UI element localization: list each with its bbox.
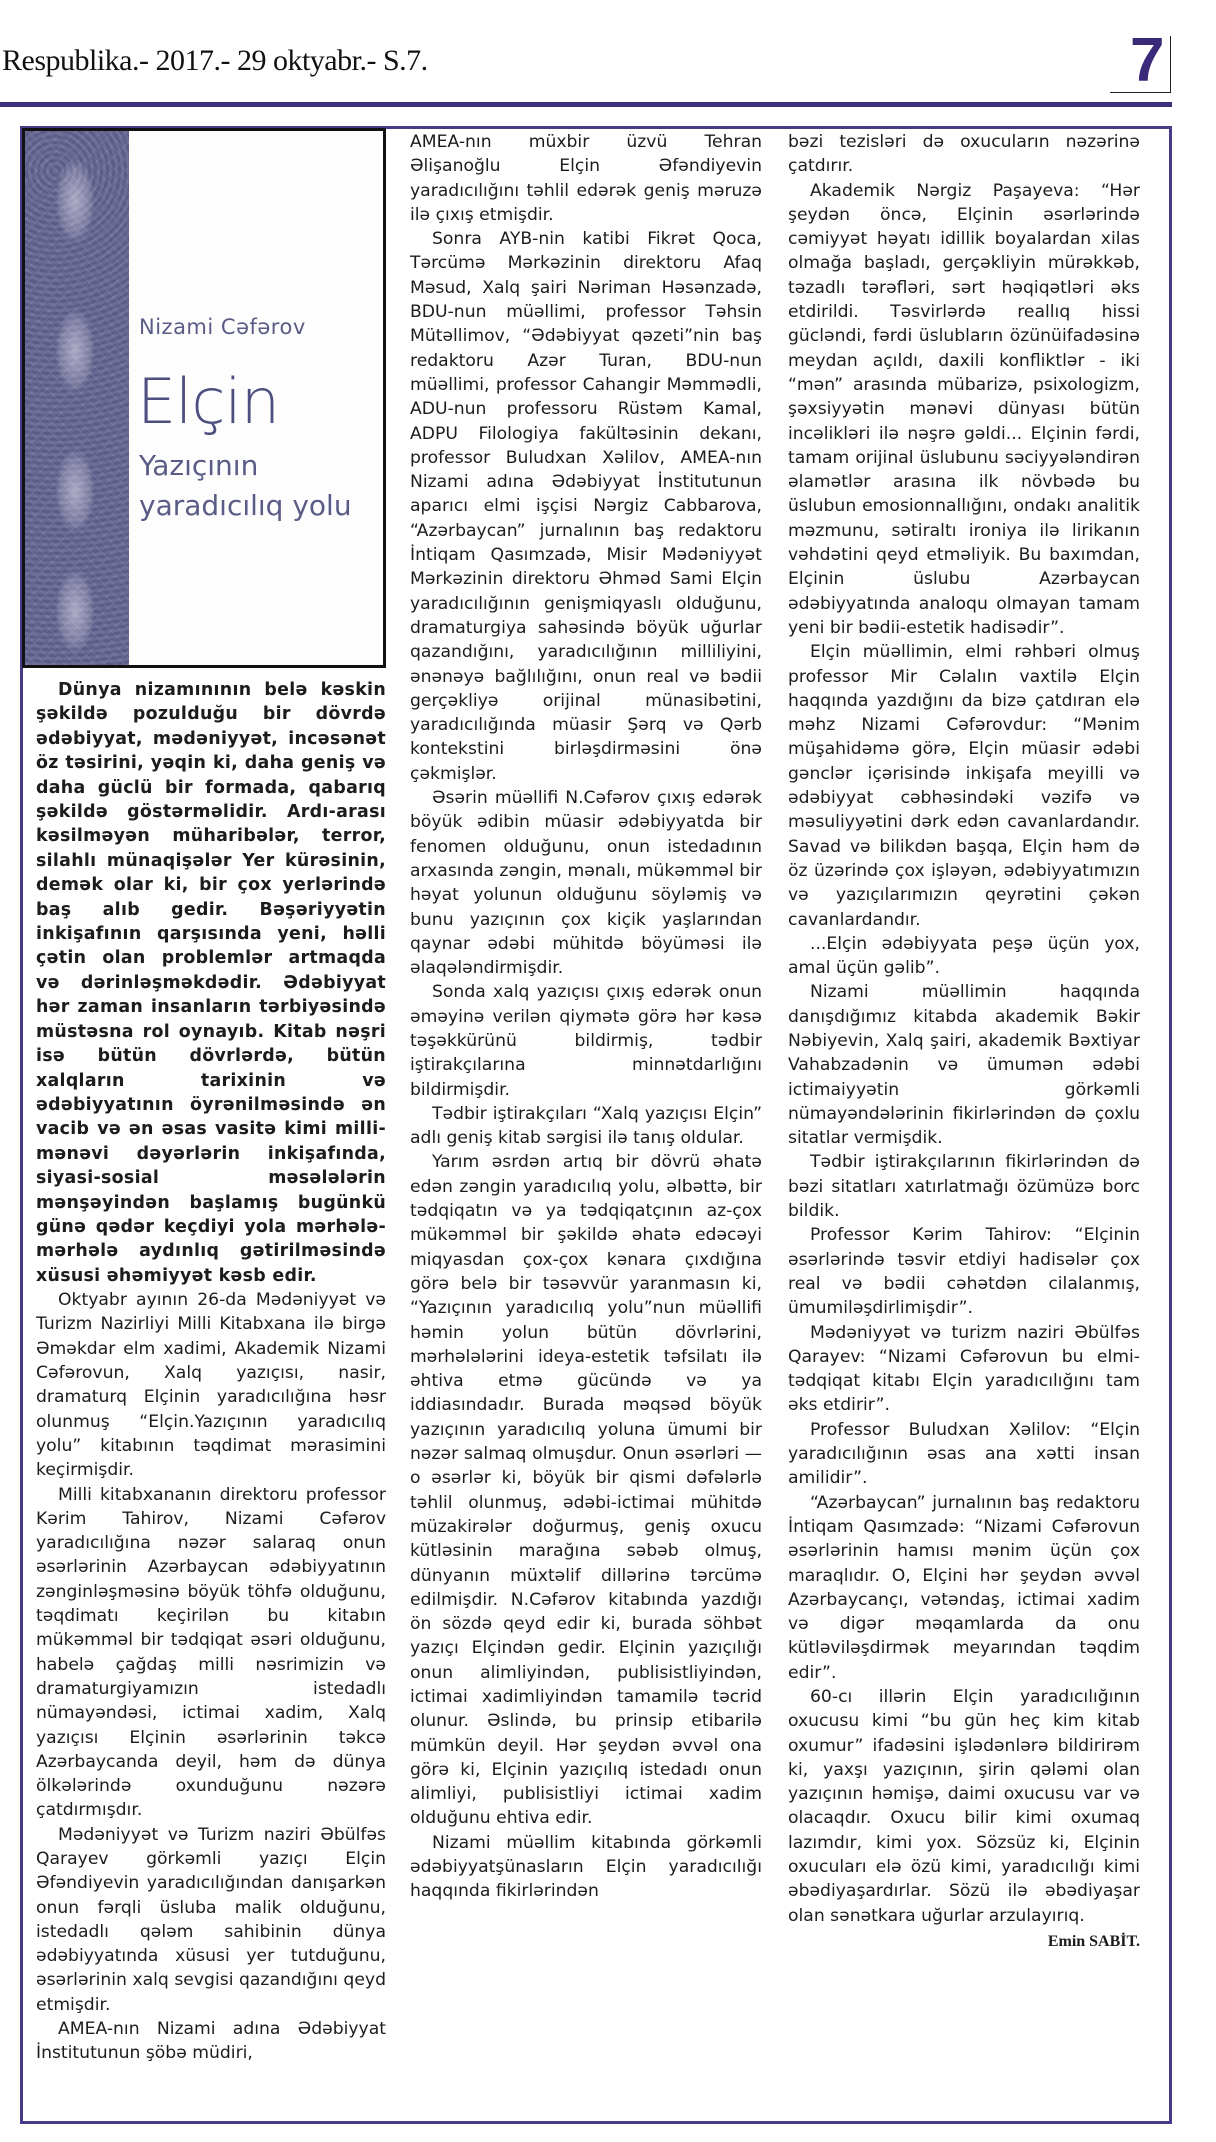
paragraph: bəzi tezisləri də oxucuların nəzərinə çatdırır.: [788, 132, 1140, 177]
paragraph: Mədəniyyət və turizm naziri Əbülfəs Qarayev: “Nizami Cəfərovun bu elmi-tədqiqat kitabı Elçin yaradıcılığını tam əks etdirir”.: [788, 1322, 1140, 1416]
paragraph: Tədbir iştirakçıları “Xalq yazıçısı Elçin” adlı geniş kitab sərgisi ilə tanış oldular.: [410, 1103, 762, 1149]
paragraph: “Azərbaycan” jurnalının baş redaktoru İntiqam Qasımzadə: “Nizami Cəfərovun əsərlərinin hamısı mənim üçün çox maraqlıdır. O, Elçini hər şeydən əvvəl Azərbaycançı, vətəndaş, ictimai xadim və digər məqamlarda da onu kütləviləşdirmək meyarından təqdim edir”.: [788, 1492, 1140, 1683]
masthead: [0, 0, 1216, 108]
column-1: [36, 678, 386, 2066]
paragraph: Professor Kərim Tahirov: “Elçinin əsərlərində təsvir etdiyi hadisələr çox real və bədii cəhətdən cilalanmış, ümumiləşdirlimişdir”.: [788, 1225, 1140, 1319]
paragraph: Əsərin müəllifi N.Cəfərov çıxış edərək böyük ədibin müasir ədəbiyyatda bir fenomen olduğunu, onun istedadının arxasında zəngin, mənalı, mükəmməl bir həyat yolunun olduğunu söyləmiş və bunu yazıçının çox kiçik yaşlarından qaynar ədəbi mühitdə böyüməsi ilə əlaqələndirmişdir.: [410, 788, 762, 979]
paragraph: AMEA-nın Nizami adına Ədəbiyyat İnstitutunun şöbə müdiri,: [36, 2019, 386, 2064]
lead-paragraph: Dünya nizamınının belə kəskin şəkildə pozulduğu bir dövrdə ədəbiyyat, mədəniyyət, incəsənət öz təsirini, yəqin ki, daha geniş və daha güclü bir formada, qabarıq şəkildə göstərməlidir. Ardı-arası kəsilməyən müharibələr, terror, silahlı münaqişələr Yer kürəsinin, demək olar ki, bir çox yerlərində baş alıb gedir. Bəşəriyyətin inkişafının qarşısında yeni, həlli çətin olan problemlər artmaqda və dərinləşməkdədir. Ədəbiyyat hər zaman insanların tərbiyəsində müstəsna rol oynayıb. Kitab nəşri isə bütün dövrlərdə, bütün xalqların tarixinin və ədəbiyyatının öyrənilməsində ən vacib və ən əsas vasitə kimi milli-mənəvi dəyərlərin inkişafında, siyasi-sosial məsələlərin mənşəyindən başlamış bugünkü günə qədər keçdiyi yola mərhələ-mərhələ aydınlıq gətirilməsində xüsusi əhəmiyyət kəsb edir.: [36, 680, 386, 1286]
paragraph: Sonra AYB-nin katibi Fikrət Qoca, Tərcümə Mərkəzinin direktoru Afaq Məsud, Xalq şairi Nəriman Həsənzadə, BDU-nun müəllimi, professor Təhsin Mütəllimov, “Ədəbiyyat qəzeti”nin baş redaktoru Azər Turan, BDU-nun müəllimi, professor Cahangir Məmmədli, ADU-nun professoru Rüstəm Kamal, ADPU Filologiya fakültəsinin dekanı, professor Buludxan Xəlilov, AMEA-nın Nizami adına Ədəbiyyat İnstitutunun aparıcı elmi işçisi Nərgiz Cabbarova, “Azərbaycan” jurnalının baş redaktoru İntiqam Qasımzadə, Misir Mədəniyyət Mərkəzinin direktoru Əhməd Sami Elçin yaradıcılığının genişmiqyaslı olduğunu, dramaturgiya sahəsində böyük uğurlar qazandığını, yaradıcılığının milliliyini, ənənəyə bağlılığını, onun real və bədii gerçəkliyə orijinal münasibətini, yaradıcılığında müasir Şərq və Qərb kontekstini birləşdirməsini önə çəkmişlər.: [410, 229, 762, 784]
paragraph: AMEA-nın müxbir üzvü Tehran Əlişanoğlu Elçin Əfəndiyevin yaradıcılığını təhlil edərək geniş məruzə ilə çıxış etmişdir.: [410, 132, 762, 225]
paragraph: Nizami müəllim kitabında görkəmli ədəbiyyatşünasların Elçin yaradıcılığı haqqında fikirlərindən: [410, 1832, 762, 1902]
paragraph: 60-cı illərin Elçin yaradıcılığının oxucusu kimi “bu gün heç kim kitab oxumur” ifadəsini işlədənlərə bildirirəm ki, yaxşı yazıçının, şirin qələmi olan yazıçının həmişə, daimi oxucusu var və olacaqdır. Oxucu bilir kimi oxumaq lazımdır, kimi yox. Sözsüz ki, Elçinin oxucuları elə özü kimi, yaradıcılığı kimi əbədiyaşardırlar. Sözü ilə əbədiyaşar olan sənətkara uğurlar arzulayırıq.: [788, 1687, 1140, 1926]
paragraph: Mədəniyyət və Turizm naziri Əbülfəs Qarayev görkəmli yazıçı Elçin Əfəndiyevin yaradıcılığından danışarkən onun fərqli üsluba malik olduğunu, istedadlı qələm sahibinin dünya ədəbiyyatında xüsusi yer tutduğunu, əsərlərinin xalq sevgisi qazandığını qeyd etmişdir.: [36, 1824, 386, 2015]
book-cover-image: [22, 128, 386, 668]
paragraph: Milli kitabxananın direktoru professor Kərim Tahirov, Nizami Cəfərov yaradıcılığına nəzər salaraq onun əsərlərinin Azərbaycan ədəbiyyatının zənginləşməsinə böyük töhfə olduğunu, təqdimatı keçirilən bu kitabın mükəmməl bir tədqiqat əsəri olduğunu, habelə çağdaş milli nəsrimizin və dramaturgiyamızın istedadlı nümayəndəsi, ictimai xadim, Xalq yazıçısı Elçinin əsərlərinin təkcə Azərbaycanda deyil, həm də dünya ölkələrində oxunduğunu nəzərə çatdırmışdır.: [36, 1484, 386, 1821]
page-number: 7: [1130, 26, 1165, 95]
publication-citation: Respublika.- 2017.- 29 oktyabr.- S.7.: [2, 44, 428, 77]
paragraph: Professor Buludxan Xəlilov: “Elçin yaradıcılığının əsas ana xətti insan amilidir”.: [788, 1419, 1140, 1489]
paragraph: Yarım əsrdən artıq bir dövrü əhatə edən zəngin yaradıcılıq yolu, əlbəttə, bir tədqiqatın və ya tədqiqatçının az-çox mükəmməl bir şəkildə əhatə edəcəyi miqyasdan çox-çox kənara çıxdığına görə belə bir təsəvvür yaranmasın ki, “Yazıçının yaradıcılıq yolu”nun müəllifi həmin yolun bütün dövrlərini, mərhələlərini ideya-estetik təfsilatı ilə əhtiva etmə gücündə və ya iddiasındadır. Burada məqsəd böyük yazıçının yaradıcılıq yoluna ümumi bir nəzər salmaq olmuşdur. Onun əsərləri — o əsərlər ki, böyük bir qismi dəfələrlə təhlil olunmuş, ədəbi-ictimai mühitdə müzakirələr doğurmuş, geniş oxucu kütləsinin marağına səbəb olmuş, dünyanın müxtəlif dillərinə tərcümə edilmişdir. N.Cəfərov kitabında yazdığı ön sözdə qeyd edir ki, burada söhbət yazıçı Elçindən gedir. Elçinin yazıçılığı onun alimliyindən, publisistliyindən, ictimai xadimliyindən tamamilə təcrid olunur. Əslində, bu prinsip etibarilə mümkün deyil. Hər şeydən əvvəl ona görə ki, Elçinin yazıçılıq istedadı onun alimliyi, publisistliyi ictimai xadim olduğunu ehtiva edir.: [410, 1152, 762, 1829]
paragraph: Tədbir iştirakçılarının fikirlərindən də bəzi sitatları xatırlatmağı özümüzə borc bildik.: [788, 1152, 1140, 1222]
cover-author: Nizami Cəfərov: [139, 315, 306, 339]
paragraph: Nizami müəllimin haqqında danışdığımız kitabda akademik Bəkir Nəbiyevin, Xalq şairi, akademik Bəxtiyar Vahabzadənin və ümumən ədəbi ictimaiyyətin görkəmli nümayəndələrinin fikirlərindən də çoxlu sitatlar vermişdik.: [788, 982, 1140, 1149]
paragraph: Sonda xalq yazıçısı çıxış edərək onun əməyinə verilən qiymətə görə hər kəsə təşəkkürünü bildirmiş, tədbir iştirakçılarına minnətdarlığını bildirmişdir.: [410, 982, 762, 1100]
column-2: [410, 130, 762, 1904]
cover-subtitle-line2: yaradıcılıq yolu: [139, 489, 352, 522]
paragraph: Elçin müəllimin, elmi rəhbəri olmuş professor Mir Cəlalın vaxtilə Elçin haqqında yazdığını da bizə çatdıran elə məhz Nizami Cəfərovdur: “Mənim müşahidəmə görə, Elçin müasir ədəbi gənclər içərisində inkişafa meyilli və ədəbiyyat cəbhəsindəki vəzifə və məsuliyyətini dərk edən cavanlardandır. Savad və bilikdən başqa, Elçin həm də öz üzərində çox işləyən, ədəbiyyatımızın və yazıçılarımızın qeyrətini çəkən cavanlardandır.: [788, 642, 1140, 930]
cover-title: Elçin: [137, 365, 280, 438]
cover-subtitle-line1: Yazıçının: [139, 449, 259, 482]
author-signature: Emin SABİT.: [1047, 1932, 1140, 1950]
paragraph: Akademik Nərgiz Paşayeva: “Hər şeydən öncə, Elçinin əsərlərində cəmiyyət həyatı idillik boyalardan xilas olmağa başladı, gerçəkliyin mürəkkəb, təzadlı tərəfləri, sərt həqiqətləri əks etdirildi. Təsvirlərdə reallıq hissi gücləndi, fərdi üslubların özünüifadəsinə meydan açıldı, daxili konfliktlər - iki “mən” arasında mübarizə, psixologizm, şəxsiyyətin mənəvi dünyası bütün incəlikləri ilə nəşrə gəldi... Elçinin fərdi, tamam orijinal üslubunu səciyyələndirən əlamətlər arasına ilk növbədə bu üslubun emosionnallığını, ondakı analitik məzmunu, sətiraltı ironiya ilə lirikanın vəhdətini qeyd etməliyik. Bu baxımdan, Elçinin üslubu Azərbaycan ədəbiyyatında analoqu olmayan tamam yeni bir bədii-estetik hadisədir”.: [788, 180, 1140, 638]
ornament-pattern: [25, 131, 129, 665]
paragraph: ...Elçin ədəbiyyata peşə üçün yox, amal üçün gəlib”.: [788, 933, 1140, 979]
column-3: [788, 130, 1140, 1954]
paragraph: Oktyabr ayının 26-da Mədəniyyət və Turizm Nazirliyi Milli Kitabxana ilə birgə Əməkdar elm xadimi, Akademik Nizami Cəfərovun, Xalq yazıçısı, nasir, dramaturq Elçinin yaradıcılığına həsr olunmuş “Elçin.Yazıçının yaradıcılıq yolu” kitabının təqdimat mərasimini keçirmişdir.: [36, 1290, 386, 1481]
header-rule: [0, 102, 1172, 107]
